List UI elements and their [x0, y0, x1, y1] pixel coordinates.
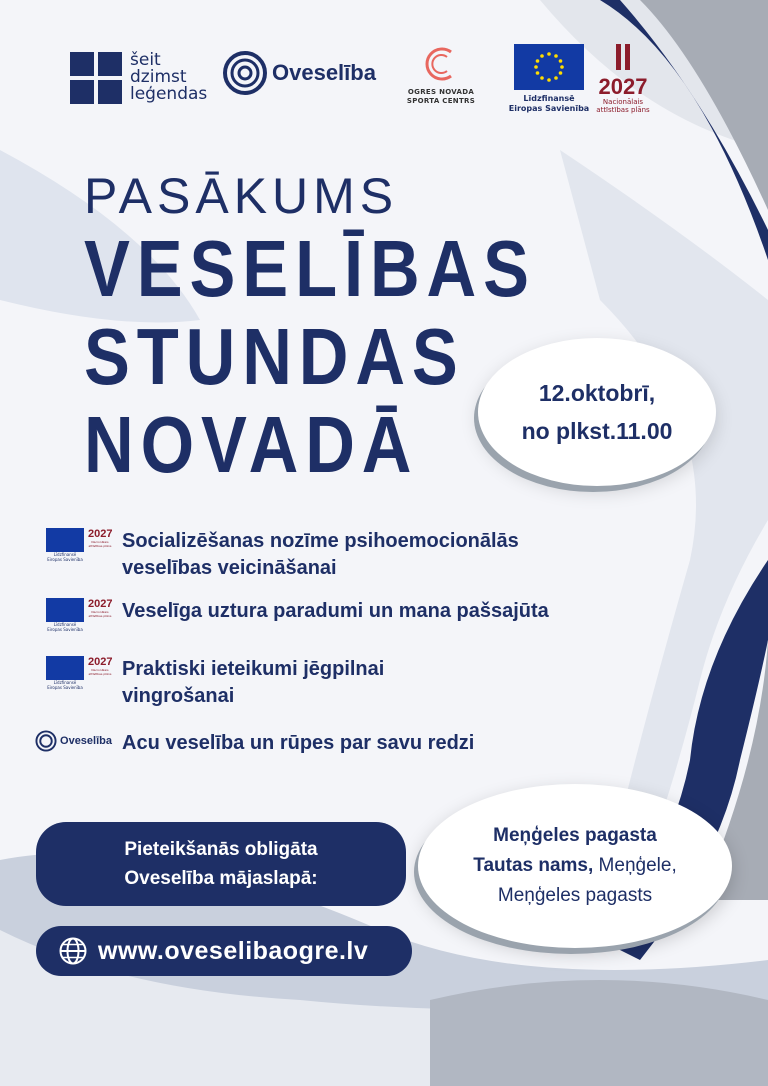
funding-mini-logo [18, 528, 112, 562]
mini-eu-caption: Līdzfinansē [53, 552, 77, 557]
sports-centre-text: OGRES NOVADA [407, 88, 475, 96]
ogre-logo-line: šeit [130, 50, 161, 70]
location-badge [418, 784, 732, 948]
topic-line: veselības veicināšanai [122, 557, 337, 579]
globe-icon [58, 936, 88, 966]
mini-nap-caption: Nacionālais attīstības plāns [88, 668, 112, 676]
mini-eu-caption: Eiropas Savienība [47, 557, 83, 562]
topic-line: Socializēšanas nozīme psihoemocionālās [122, 530, 519, 552]
funding-mini-logo [18, 656, 112, 690]
ogre-logo-text [130, 52, 207, 103]
mini-nap-year: 2027 [88, 528, 113, 540]
topic-text [122, 656, 384, 710]
nap-2027-logo [594, 42, 652, 114]
mini-nap-year: 2027 [88, 656, 113, 668]
nap-2027-mini-logo [88, 528, 112, 548]
sports-centre-logo [406, 44, 476, 106]
mini-nap-year: 2027 [88, 598, 113, 610]
topic-text [122, 730, 474, 757]
registration-box [36, 822, 406, 906]
nap-2027-mini-logo [88, 598, 112, 618]
topic-item [18, 598, 549, 632]
topic-line: Acu veselība un rūpes par savu redzi [122, 732, 475, 754]
event-time: no plkst.11.00 [521, 418, 673, 444]
oveseliba-mini-text: Oveselība [60, 735, 112, 747]
date-badge [478, 338, 716, 486]
topic-item [18, 656, 384, 710]
mini-nap-caption: Nacionālais attīstības plāns [88, 540, 112, 548]
eu-flag-icon [46, 598, 84, 622]
location-line: Meņģeles pagasta [493, 825, 657, 846]
location-village: Meņģele, [593, 855, 677, 876]
topic-item [18, 528, 519, 582]
location-venue: Tautas nams, [473, 855, 594, 876]
mini-eu-caption: Līdzfinansē [53, 680, 77, 685]
location-line: Meņģeles pagasts [497, 885, 653, 906]
eu-caption-line: Līdzfinansē [523, 94, 575, 103]
eu-caption [505, 94, 593, 114]
mini-eu-caption: Eiropas Savienība [47, 627, 83, 632]
website-url[interactable]: www.oveselibaogre.lv [98, 936, 369, 965]
topic-line: Praktiski ieteikumi jēgpilnai [122, 658, 385, 680]
eu-flag-icon [46, 656, 84, 680]
topic-text [122, 598, 549, 625]
oveseliba-logo-text: Oveselība [272, 60, 376, 85]
nap-bars-icon [608, 42, 638, 72]
oveseliba-logo [222, 50, 376, 96]
nap-caption: Nacionālais [602, 98, 644, 106]
mini-eu-caption: Līdzfinansē [53, 622, 77, 627]
sports-centre-text: SPORTA CENTRS [406, 97, 476, 105]
topic-line: vingrošanai [122, 685, 235, 707]
topic-item [18, 730, 474, 757]
ogre-logo-mark [70, 52, 122, 104]
topic-text [122, 528, 519, 582]
event-label: PASĀKUMS [84, 168, 399, 224]
funding-mini-logo [18, 598, 112, 632]
eu-flag-icon [46, 528, 84, 552]
oveseliba-icon [222, 50, 268, 96]
registration-line: Pieteikšanās obligāta [124, 839, 318, 860]
mini-eu-caption: Eiropas Savienība [47, 685, 83, 690]
ogre-logo-line: leģendas [130, 84, 208, 104]
mini-nap-caption: Nacionālais attīstības plāns [88, 610, 112, 618]
ogre-logo-line: dzimst [130, 67, 187, 87]
registration-line: Oveselība mājaslapā: [124, 868, 318, 889]
oveseliba-mini-logo [18, 730, 112, 752]
title-line: NOVADĀ [84, 400, 419, 489]
website-link[interactable] [36, 926, 412, 976]
topic-line: Veselīga uztura paradumi un mana pašsajūta [122, 600, 549, 622]
eu-caption-line: Eiropas Savienība [508, 104, 590, 113]
oveseliba-icon [35, 730, 57, 752]
nap-year: 2027 [598, 74, 648, 99]
title-line: STUNDAS [84, 312, 465, 401]
sports-centre-icon [421, 44, 461, 84]
title-line: VESELĪBAS [84, 224, 536, 313]
nap-caption: attīstības plāns [596, 106, 650, 114]
eu-flag-icon [514, 44, 584, 90]
nap-2027-mini-logo [88, 656, 112, 676]
event-date: 12.oktobrī, [538, 380, 656, 406]
